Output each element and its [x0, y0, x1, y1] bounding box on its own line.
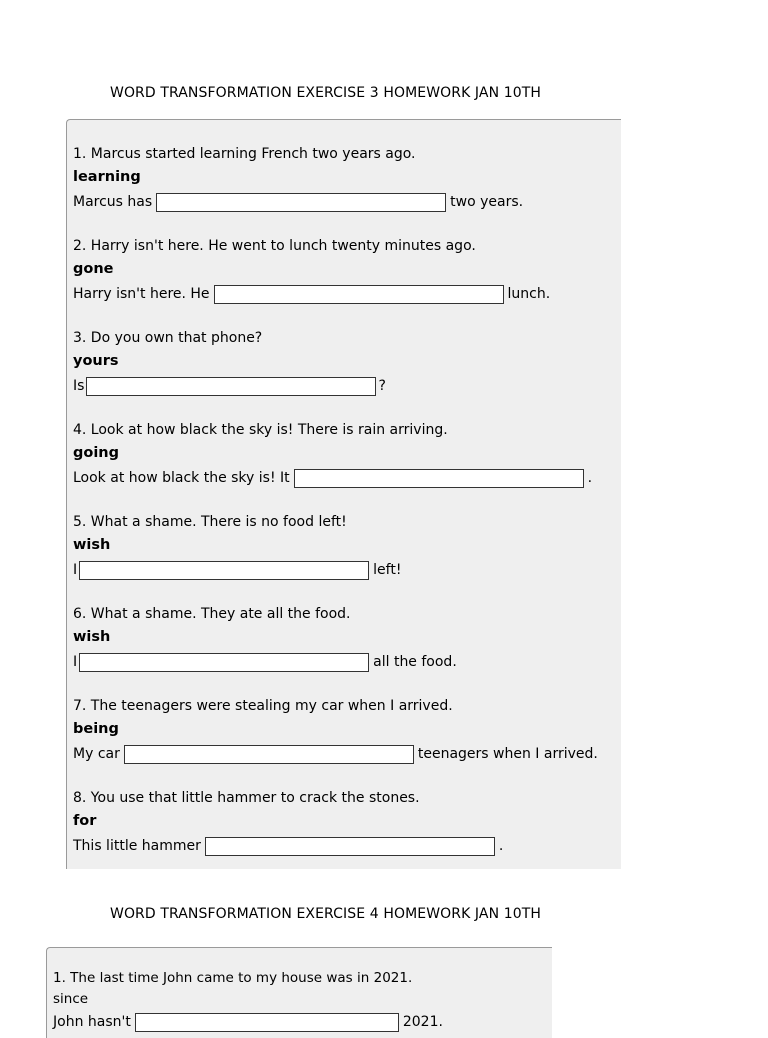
answer-prefix: Harry isn't here. He — [73, 286, 210, 302]
answer-prefix: I — [73, 562, 78, 578]
answer-input[interactable] — [156, 193, 446, 212]
keyword: yours — [73, 353, 119, 369]
question-4 — [73, 420, 621, 490]
answer-prefix: John hasn't — [53, 1014, 131, 1030]
question-1 — [53, 968, 548, 1034]
answer-suffix: ? — [378, 378, 386, 394]
answer-suffix: . — [498, 838, 504, 854]
keyword: wish — [73, 537, 111, 553]
answer-line — [73, 374, 621, 398]
answer-input[interactable] — [79, 561, 369, 580]
answer-suffix: two years. — [450, 194, 524, 210]
question-sentence: 2. Harry isn't here. He went to lunch twenty minutes ago. — [73, 238, 476, 254]
answer-input[interactable] — [79, 653, 369, 672]
answer-input[interactable] — [214, 285, 504, 304]
answer-line — [73, 558, 621, 582]
question-sentence: 4. Look at how black the sky is! There is rain arriving. — [73, 422, 448, 438]
keyword: wish — [73, 629, 111, 645]
exercise-4-panel — [46, 947, 552, 1038]
answer-line — [73, 190, 621, 214]
answer-prefix: Marcus has — [73, 194, 153, 210]
answer-input[interactable] — [86, 377, 376, 396]
question-sentence: 8. You use that little hammer to crack the stones. — [73, 790, 420, 806]
keyword: since — [53, 991, 89, 1007]
answer-line — [73, 742, 621, 766]
question-6 — [73, 604, 621, 674]
keyword: gone — [73, 261, 114, 277]
answer-suffix: all the food. — [373, 654, 457, 670]
answer-input[interactable] — [124, 745, 414, 764]
question-3 — [73, 328, 621, 398]
answer-line — [73, 466, 621, 490]
answer-suffix: lunch. — [507, 286, 551, 302]
question-sentence: 6. What a shame. They ate all the food. — [73, 606, 351, 622]
keyword: for — [73, 813, 97, 829]
keyword: going — [73, 445, 120, 461]
keyword: learning — [73, 169, 141, 185]
question-1 — [73, 144, 621, 214]
exercise-3-title: WORD TRANSFORMATION EXERCISE 3 HOMEWORK JAN 10TH — [110, 85, 541, 101]
answer-prefix: Look at how black the sky is! It — [73, 470, 290, 486]
answer-prefix: This little hammer — [73, 838, 201, 854]
question-sentence: 5. What a shame. There is no food left! — [73, 514, 347, 530]
answer-prefix: I — [73, 654, 78, 670]
question-5 — [73, 512, 621, 582]
exercise-4-title: WORD TRANSFORMATION EXERCISE 4 HOMEWORK JAN 10TH — [110, 906, 541, 922]
question-sentence: 1. Marcus started learning French two years ago. — [73, 146, 416, 162]
answer-prefix: Is — [73, 378, 85, 394]
exercise-3-panel — [66, 119, 621, 869]
answer-suffix: . — [587, 470, 593, 486]
answer-line — [73, 834, 621, 858]
answer-input[interactable] — [205, 837, 495, 856]
answer-line — [73, 282, 621, 306]
question-2 — [73, 236, 621, 306]
question-sentence: 1. The last time John came to my house was in 2021. — [53, 970, 413, 986]
keyword: being — [73, 721, 119, 737]
question-7 — [73, 696, 621, 766]
question-sentence: 3. Do you own that phone? — [73, 330, 263, 346]
answer-suffix: left! — [373, 562, 402, 578]
answer-line — [73, 650, 621, 674]
answer-line — [53, 1010, 548, 1034]
answer-suffix: 2021. — [402, 1014, 443, 1030]
answer-input[interactable] — [294, 469, 584, 488]
answer-prefix: My car — [73, 746, 120, 762]
answer-suffix: teenagers when I arrived. — [417, 746, 598, 762]
question-8 — [73, 788, 621, 858]
question-sentence: 7. The teenagers were stealing my car when I arrived. — [73, 698, 453, 714]
answer-input[interactable] — [135, 1013, 399, 1032]
